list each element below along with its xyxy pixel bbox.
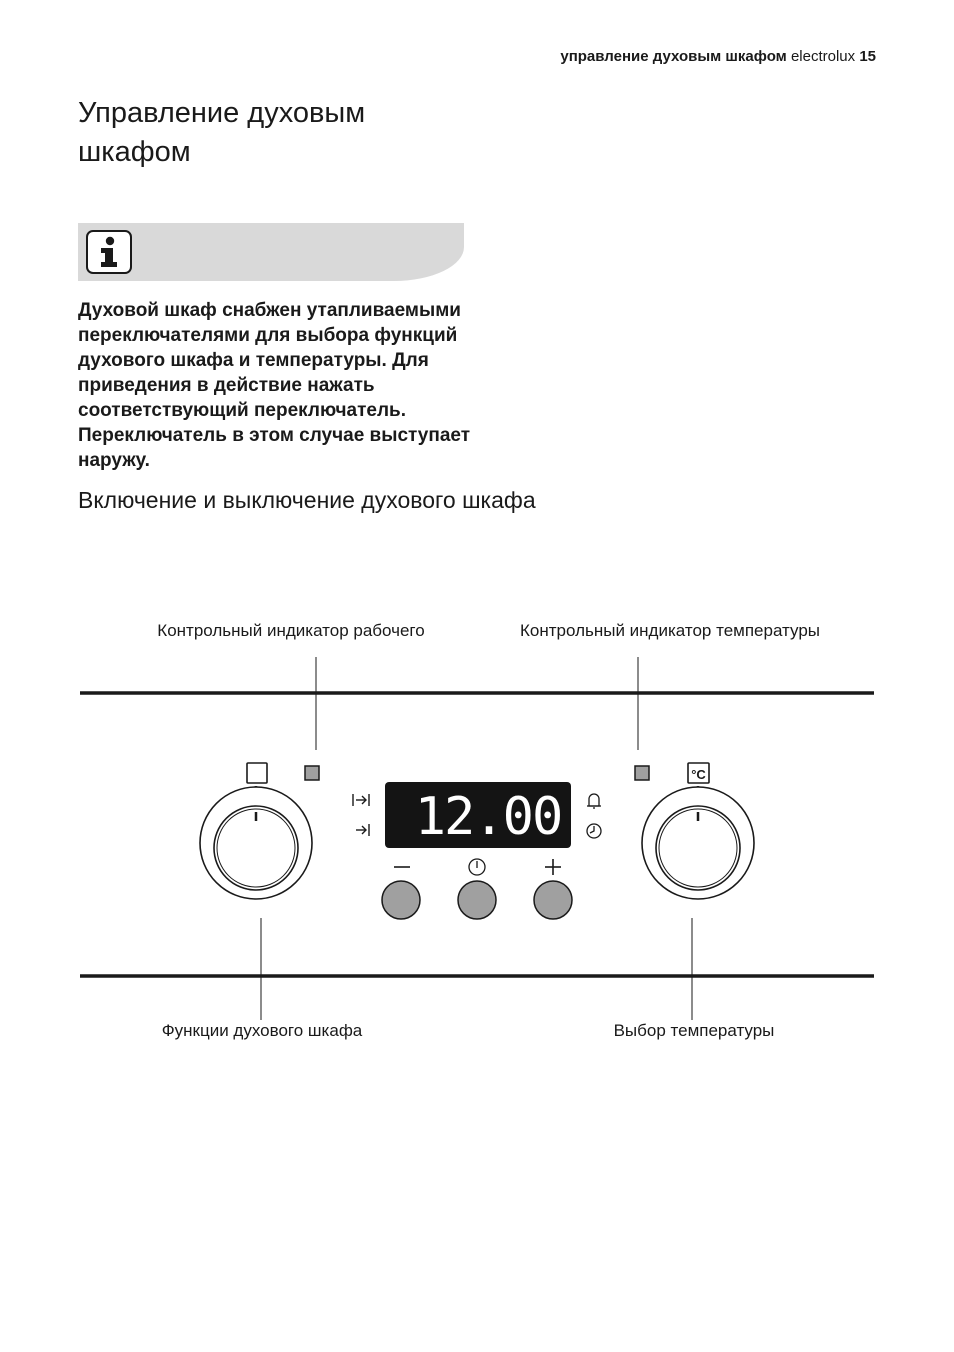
- section-subheading: Включение и выключение духового шкафа: [78, 487, 536, 513]
- minus-button[interactable]: [382, 867, 420, 919]
- duration-icon: [353, 794, 369, 806]
- plus-icon: [545, 859, 561, 875]
- clock-icon: [469, 859, 485, 875]
- end-time-icon: [356, 824, 369, 836]
- temperature-selection-label: Выбор температуры: [613, 1021, 775, 1040]
- temperature-indicator-lamp: [635, 766, 649, 780]
- operating-indicator-label: Контрольный индикатор рабочего: [157, 621, 425, 640]
- clock-button[interactable]: [458, 859, 496, 919]
- page-title: Управление духовым шкафом: [78, 97, 366, 168]
- function-symbol-icon: [247, 763, 267, 783]
- display-time: 12.00: [414, 787, 562, 847]
- page-number: 15: [859, 48, 876, 65]
- header-brand: electrolux: [790, 48, 856, 65]
- temperature-symbol-icon: [688, 763, 709, 783]
- temperature-indicator-label: Контрольный индикатор температуры: [520, 621, 820, 640]
- clock-icon: [587, 824, 601, 838]
- intro-paragraph: Духовой шкаф снабжен утапливаемыми переключателями для выбора функций духового шкафа и температуры. Для приведения в действие нажать соответствующий переключатель. Переключатель в этом случае выступает наружу.: [78, 300, 471, 471]
- plus-button[interactable]: [534, 859, 572, 919]
- oven-function-knob[interactable]: [200, 787, 312, 899]
- header-section: управление духовым шкафом: [560, 48, 787, 65]
- temperature-knob[interactable]: [642, 787, 754, 899]
- oven-functions-label: Функции духового шкафа: [161, 1021, 363, 1040]
- bell-icon: [587, 794, 601, 808]
- temp-unit-symbol: °C: [691, 767, 706, 782]
- operating-indicator-lamp: [305, 766, 319, 780]
